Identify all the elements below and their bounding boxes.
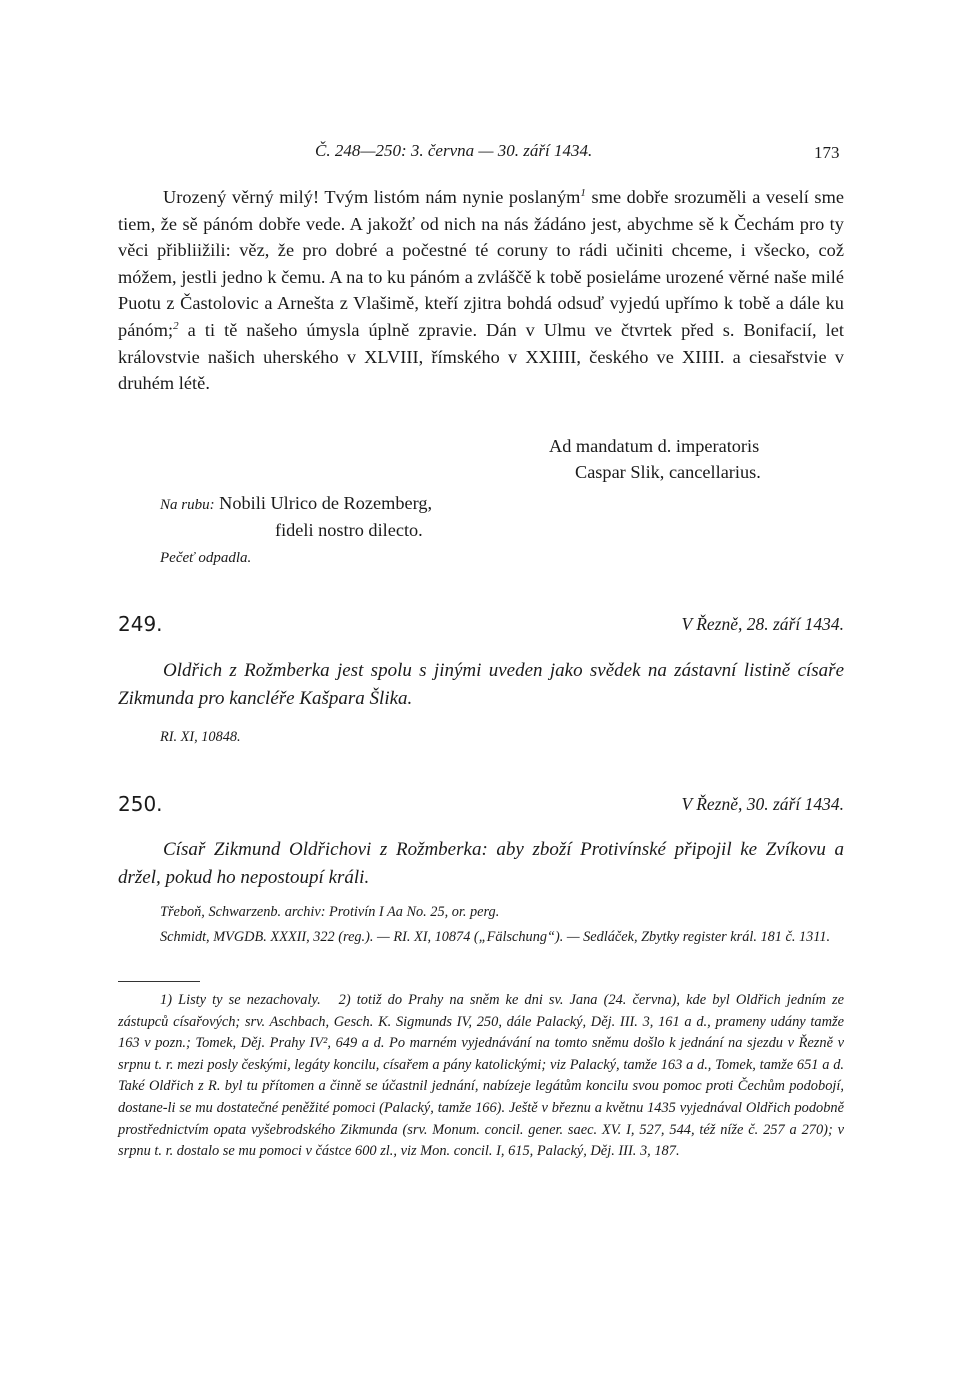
doc-249-source (118, 726, 844, 748)
running-header (0, 141, 960, 165)
doc-249-regest (118, 657, 844, 713)
doc-249-number: 249. (118, 612, 163, 636)
doc-250-regest (118, 836, 844, 892)
mandatum-line-2: Caspar Slik, cancellarius. (575, 462, 761, 482)
seal-note: Pečeť odpadla. (160, 550, 252, 566)
footnote-mark-2: 2 (173, 319, 179, 332)
letter-line-1: Urozený věrný milý! Tvým listóm nám nynie poslaným (163, 187, 581, 207)
letter-line-3: a ti tě našeho úmysla úplně zpravie. Dán v Ulmu ve čtvrtek před s. Bonifacií, let královstvie našich uherského v XLVIII, římského v XXIIII, českého ve XIIII. a ciesařstvie v druhém létě. (118, 319, 844, 394)
address-line-2: fideli nostro dilecto. (275, 520, 423, 540)
footnotes (118, 990, 844, 1163)
address-block (160, 491, 560, 543)
doc-249-place-date: V Řezně, 28. září 1434. (681, 614, 844, 634)
letter-248-text (118, 184, 844, 397)
doc-250-number: 250. (118, 792, 163, 816)
doc-250-sources (118, 901, 844, 948)
letter-paragraph (118, 184, 844, 397)
address-label: Na rubu: (160, 497, 215, 513)
footnote-mark-1: 1 (580, 186, 586, 199)
mandatum-line-1: Ad mandatum d. imperatoris (549, 436, 760, 456)
footnote-2: 2) totiž do Prahy na sněm ke dni sv. Jana (24. června), kde byl Oldřich jedním ze zástupců císařových; srv. Aschbach, Gesch. K. Sigmunds IV, 250, dále Palacký, Děj. III. 3, 161 a d., prameny udány tamže 163 v pozn.; Tomek, Děj. Prahy IV², 649 a d. Po marném vyjednávání na tomto sněmu došlo k jednání na sjezdu v Řezně v srpnu t. r. mezi posly českými, legáty koncilu, císařem a pány katolickými; viz Palacký, tamže 163 a d., Tomek, tamže 651 a d. Také Oldřich z R. byl tu přítomen a činně se účastnil jednání, nabízeje legátům koncilu svou pomoc proti Čechům podobojí, dostane-li se mu dostatečné peněžité pomoci (Palacký, tamže 166). Ještě v březnu a květnu 1435 vyjednával Oldřich podobně prostřednictvím opata vyšebrodského Zikmunda (srv. Monum. concil. gener. saec. XV. I, 527, 544, též níže č. 257 a 270); v srpnu t. r. dostalo se mu pomoci v částce 600 zl., viz Mon. concil. I, 615, Palacký, Děj. III. 3, 187. (118, 992, 844, 1160)
footnote-1: 1) Listy ty se nezachovaly. (160, 992, 321, 1008)
header-range: Č. 248—250: 3. června — 30. září 1434. (315, 141, 593, 160)
doc-249-regest-text: Oldřich z Rožmberka jest spolu s jinými uveden jako svědek na zástavní listině císaře Zikmunda pro kancléře Kašpara Šlika. (118, 660, 844, 709)
doc-250-regest-text: Císař Zikmund Oldřichovi z Rožmberka: aby zboží Protivínské připojil ke Zvíkovu a držel, pokud ho nepostoupí králi. (118, 839, 844, 888)
doc-250-source-1: Třeboň, Schwarzenb. archiv: Protivín I Aa No. 25, or. perg. (160, 904, 500, 920)
mandatum-block (549, 433, 849, 485)
doc-250-source-2: Schmidt, MVGDB. XXXII, 322 (reg.). — RI. XI, 10874 („Fälschung“). — Sedláček, Zbytky register král. 181 č. 1311. (160, 929, 831, 945)
doc-249-source-text: RI. XI, 10848. (160, 729, 241, 745)
doc-250-place-date: V Řezně, 30. září 1434. (681, 794, 844, 814)
page-number: 173 (814, 143, 840, 162)
letter-line-2: sme dobře srozuměli a veselí sme tiem, že sě pánóm dobře vede. A jakožť od nich na nás žádáno jest, abychme sě k Čechám pro ty věci přibliižili: věz, že pro dobré a počestné té coruny to rádi učiniti chceme, i všecko, což móžem, jestli jedno k čemu. A na to ku pánóm a zvláščě k tobě posielámе urozené věrné naše milé Puotu z Častolovic a Arnešta z Vlašimě, kteří zjitra bohdá odsuď vyjedú upřímo k tobě a dále ku pánóm; (118, 187, 845, 340)
address-line-1: Nobili Ulrico de Rozemberg, (219, 493, 433, 513)
footnote-divider (118, 981, 200, 982)
